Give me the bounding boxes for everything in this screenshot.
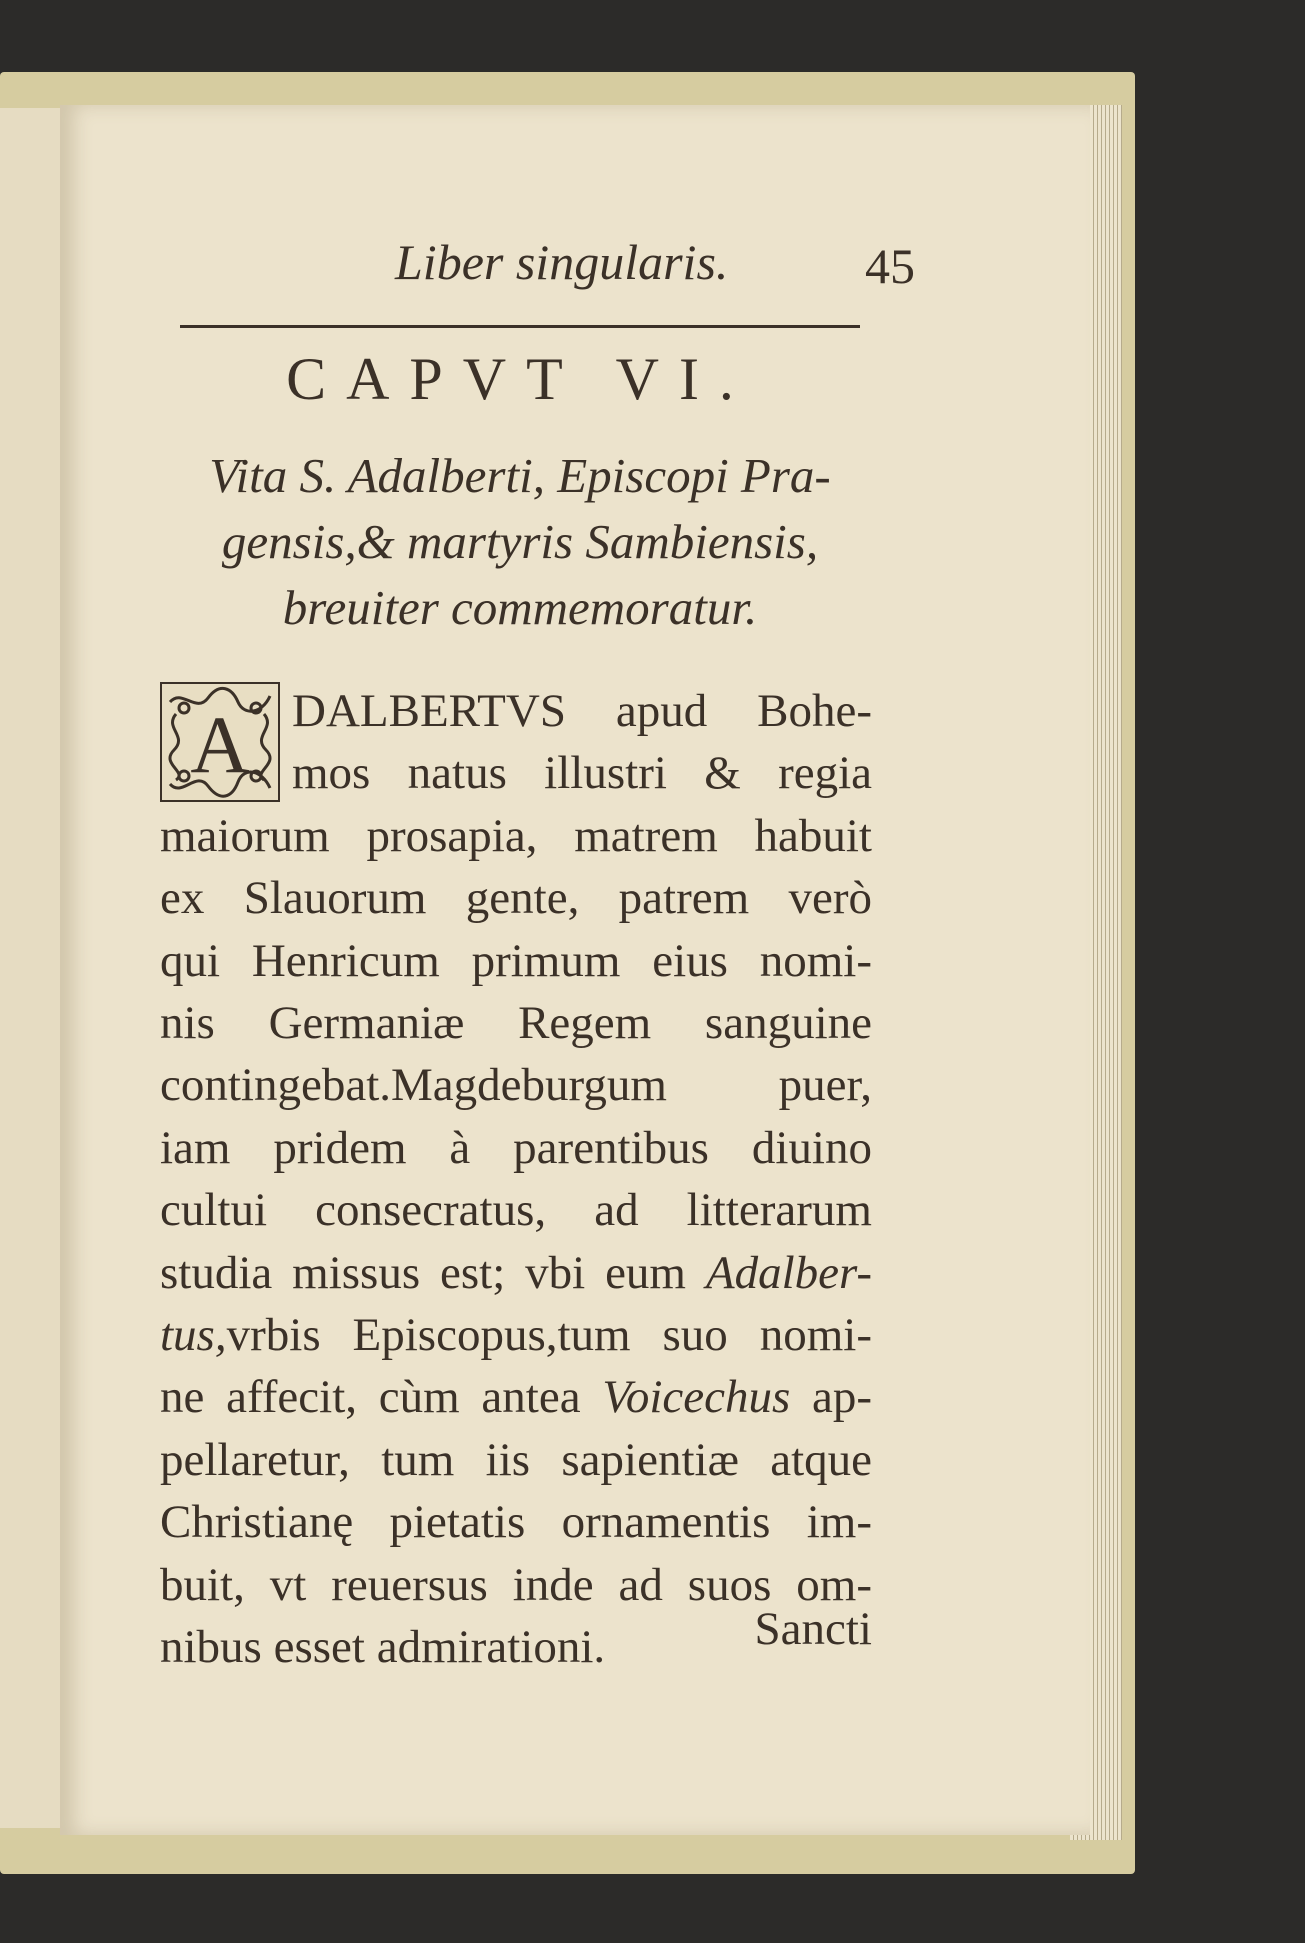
body-text (160, 680, 872, 1679)
page-number: 45 (865, 238, 915, 294)
chapter-title: CAPVT VI. (286, 346, 754, 412)
text-run: ne affecit, cùm antea (160, 1371, 603, 1424)
italic-name: Voicechus (602, 1371, 791, 1424)
text-line: nibus esset admirationi. (160, 1621, 606, 1674)
chapter-summary (180, 443, 860, 641)
text-line: qui Henricum primum eius nomi- (160, 934, 872, 987)
text-line: contingebat.Magdeburgum puer, (160, 1059, 872, 1112)
book-page (60, 105, 1090, 1835)
text-line: maiorum prosapia, matrem habuit (160, 809, 872, 862)
facing-page-edge (0, 108, 68, 1828)
text-line: pellaretur, tum iis sapientiæ atque (160, 1433, 872, 1486)
catchword: Sancti (754, 1603, 872, 1655)
text-line (160, 1366, 872, 1428)
running-head (220, 233, 920, 303)
decorated-initial (160, 682, 280, 802)
header-rule (180, 325, 860, 328)
text-line: DALBERTVS apud Bohe- (292, 685, 872, 737)
text-line: ex Slauorum gente, patrem verò (160, 872, 872, 925)
text-line: mos natus illustri & regia (292, 747, 872, 800)
running-head-title: Liber singularis. (395, 234, 729, 290)
italic-name: Adalber- (705, 1246, 872, 1299)
italic-name: tus, (160, 1309, 227, 1362)
text-run: ap- (790, 1371, 873, 1424)
text-line: cultui consecratus, ad litterarum (160, 1184, 872, 1237)
text-line: nis Germaniæ Regem sanguine (160, 997, 872, 1050)
text-line (160, 1304, 872, 1366)
summary-line: Vita S. Adalberti, Episcopi Pra- (209, 448, 831, 503)
summary-line: breuiter commemoratur. (282, 580, 758, 635)
text-line: iam pridem à parentibus diuino (160, 1121, 872, 1174)
text-line (160, 1242, 872, 1304)
ornament-icon (162, 684, 278, 800)
summary-line: gensis,& martyris Sambiensis, (221, 514, 819, 569)
text-run: studia missus est; vbi eum (160, 1246, 706, 1299)
text-line: Christianę pietatis ornamentis im- (160, 1496, 872, 1549)
text-line: buit, vt reuersus inde ad suos om- (160, 1558, 872, 1611)
dropcap-letter: A (190, 699, 250, 790)
text-run: vrbis Episcopus,tum suo nomi- (226, 1309, 872, 1362)
